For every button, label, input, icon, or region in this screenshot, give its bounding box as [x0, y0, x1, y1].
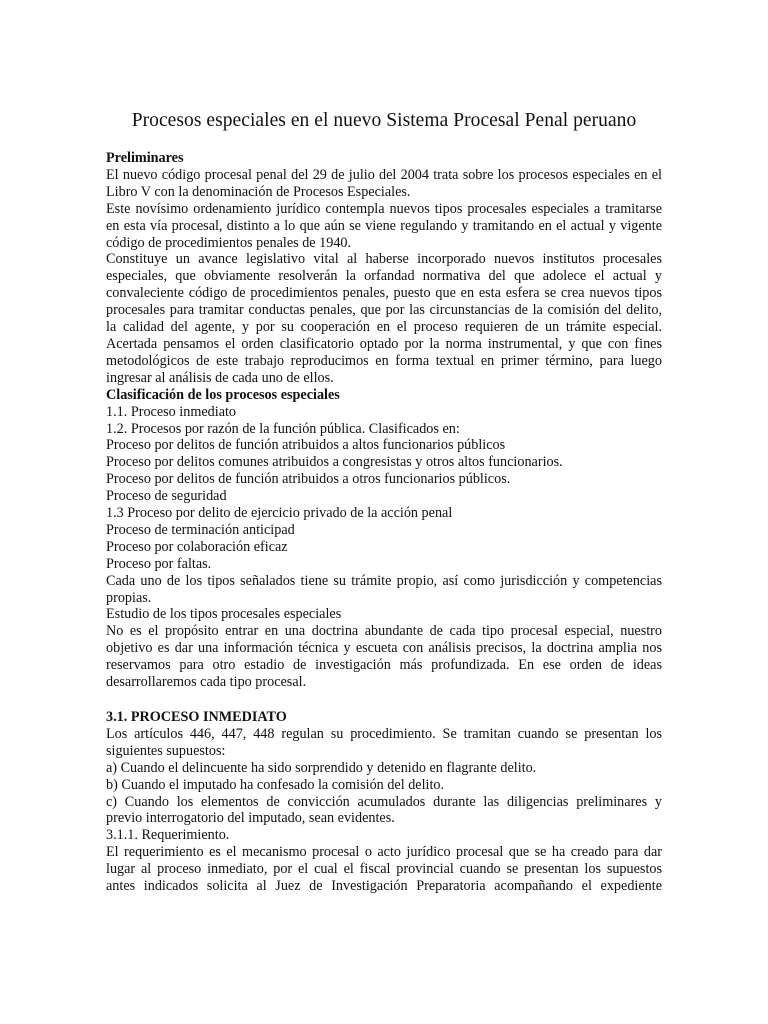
document-title: Procesos especiales en el nuevo Sistema Procesal Penal peruano	[131, 110, 637, 131]
text-line: No es el propósito entrar en una doctrina abundante de cada tipo procesal especial, nuestro	[106, 623, 662, 640]
text-line: Proceso por delitos de función atribuidos a otros funcionarios públicos.	[106, 471, 511, 488]
text-line: en esta vía procesal, distinto a lo que aún se viene regulando y tramitando en el actual y vigente	[106, 217, 662, 234]
text-line: Libro V con la denominación de Procesos Especiales.	[106, 183, 411, 200]
text-line: 1.2. Procesos por razón de la función pública. Clasificados en:	[106, 420, 460, 437]
text-line: especiales, que obviamente resolverán la orfandad normativa del que adolece el actual y	[106, 268, 662, 285]
section-heading: 3.1. PROCESO INMEDIATO	[106, 709, 287, 725]
text-line: Estudio de los tipos procesales especiales	[106, 606, 342, 623]
text-line: Los artículos 446, 447, 448 regulan su procedimiento. Se tramitan cuando se presentan los	[106, 725, 662, 742]
text-line: procesales para tramitar conductas penales, que por las circunstancias de la comisión del delito,	[106, 302, 662, 319]
section-heading: Preliminares	[106, 150, 184, 166]
text-line: 1.3 Proceso por delito de ejercicio privado de la acción penal	[106, 505, 453, 522]
section-heading: Clasificación de los procesos especiales	[106, 386, 340, 403]
text-line: objetivo es dar una información técnica y escueta con análisis precisos, la doctrina amplia nos	[106, 640, 662, 657]
text-line: código de procedimientos penales de 1940.	[106, 234, 352, 251]
text-line: Proceso por delitos comunes atribuidos a congresistas y otros altos funcionarios.	[106, 454, 563, 471]
text-line: El requerimiento es el mecanismo procesal o acto jurídico procesal que se ha creado para dar	[106, 844, 662, 861]
text-line: b) Cuando el imputado ha confesado la comisión del delito.	[106, 776, 445, 793]
text-line: Proceso de terminación anticipad	[106, 521, 295, 538]
text-line: metodológicos de este trabajo reproducimos en forma textual en primer término, para luego	[106, 352, 662, 369]
text-line: Proceso de seguridad	[106, 488, 227, 505]
text-line: 1.1. Proceso inmediato	[106, 403, 237, 420]
text-line: la calidad del agente, y por su cooperación en el proceso requieren de un trámite especial.	[106, 319, 662, 336]
text-line: Este novísimo ordenamiento jurídico contempla nuevos tipos procesales especiales a tramitarse	[106, 200, 662, 217]
text-line: ingresar al análisis de cada uno de ellos.	[106, 369, 334, 386]
text-line: Constituye un avance legislativo vital al haberse incorporado nuevos institutos procesales	[106, 251, 662, 268]
text-line: desarrollaremos cada tipo procesal.	[106, 674, 307, 691]
text-line: 3.1.1. Requerimiento.	[106, 827, 230, 844]
text-line: antes indicados solicita al Juez de Investigación Preparatoria acompañando el expediente	[106, 878, 662, 895]
text-line: previo interrogatorio del imputado, sean evidentes.	[106, 810, 395, 827]
text-line: c) Cuando los elementos de convicción acumulados durante las diligencias preliminares y	[106, 793, 662, 810]
text-line: Proceso por delitos de función atribuidos a altos funcionarios públicos	[106, 437, 506, 454]
text-line: lugar al proceso inmediato, por el cual el fiscal provincial cuando se presentan los supuestos	[106, 861, 662, 878]
text-line: Cada uno de los tipos señalados tiene su trámite propio, así como jurisdicción y competencias	[106, 572, 662, 589]
text-line: Proceso por faltas.	[106, 555, 212, 572]
document-body	[106, 150, 662, 895]
text-line: a) Cuando el delincuente ha sido sorprendido y detenido en flagrante delito.	[106, 759, 537, 776]
text-line: Acertada pensamos el orden clasificatorio optado por la norma instrumental, y que con fines	[106, 335, 662, 352]
paragraph-gap	[106, 691, 662, 709]
text-line: convaleciente código de procedimientos penales, puesto que en esta esfera se crea nuevos tipos	[106, 285, 662, 302]
text-line: propias.	[106, 589, 152, 606]
text-line: siguientes supuestos:	[106, 742, 226, 759]
text-line: reservamos para otro estadio de investigación más profundizada. En ese orden de ideas	[106, 657, 662, 674]
text-line: Proceso por colaboración eficaz	[106, 538, 288, 555]
text-line: El nuevo código procesal penal del 29 de julio del 2004 trata sobre los procesos especiales en el	[106, 166, 662, 183]
